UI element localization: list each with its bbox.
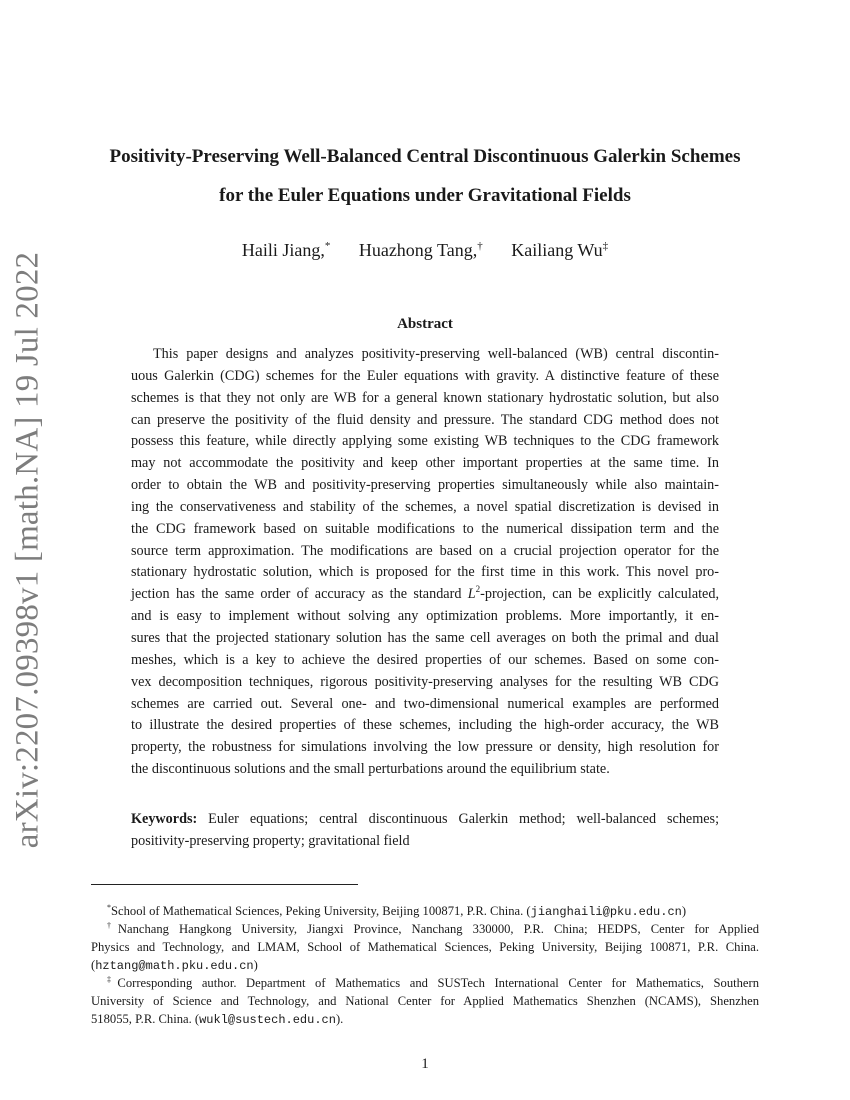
abstract-line: stationary hydrostatic solution, which is proposed for the first time in this work. This novel pro- — [131, 564, 719, 581]
footnotes — [91, 902, 759, 1028]
keywords-line — [131, 809, 719, 831]
keywords-block — [131, 809, 719, 852]
footnote-text: ) — [681, 904, 687, 918]
footnote-line — [91, 1010, 759, 1028]
abstract-line: may not accommodate the positivity and keep other important properties at the same time. In — [131, 455, 719, 472]
email-link[interactable]: jianghaili@pku.edu.cn — [530, 905, 682, 919]
footnote-text: ). — [335, 1012, 344, 1026]
math-symbol: L — [467, 586, 476, 603]
author-footnote-mark: ‡ — [602, 240, 609, 252]
footnote-text: Corresponding author. Department of Mathematics and SUSTech International Center for Mathematics, Southern — [117, 976, 759, 990]
abstract-line: the CDG framework based on suitable modifications to the numerical dissipation term and the — [131, 520, 719, 537]
abstract-line: and is easy to implement without solving any optimization problems. More importantly, it en- — [131, 608, 719, 625]
abstract-line: can preserve the positivity of the fluid density and pressure. The standard CDG method does not — [131, 411, 719, 428]
abstract-text: jection has the same order of accuracy as the standard — [131, 586, 468, 603]
email-link[interactable]: wukl@sustech.edu.cn — [199, 1013, 336, 1027]
keywords-text: Euler equations; central discontinuous Galerkin method; well-balanced schemes; — [208, 811, 720, 827]
abstract-line: property, the robustness for simulations involving the low pressure or density, high resolution for — [131, 739, 719, 756]
abstract-line: vex decomposition techniques, rigorous positivity-preserving analyses for the resulting WB CDG — [131, 673, 719, 690]
abstract-line: order to obtain the WB and positivity-preserving properties simultaneously while also maintain- — [131, 477, 719, 494]
footnote-line — [91, 902, 759, 920]
footnote-text: ( — [91, 958, 96, 972]
abstract-line: source term approximation. The modifications are based on a crucial projection operator for the — [131, 542, 719, 559]
abstract-line: This paper designs and analyzes positivity-preserving well-balanced (WB) central discontin- — [153, 346, 719, 362]
abstract-line: to illustrate the desired properties of these schemes, including the high-order accuracy, the WB — [131, 717, 719, 734]
page-number: 1 — [421, 1056, 429, 1072]
footnote-text: ) — [253, 958, 258, 972]
arxiv-identifier-text: arXiv:2207.09398v1 [math.NA] 19 Jul 2022 — [9, 251, 46, 849]
abstract-body — [131, 344, 719, 781]
abstract-heading: Abstract — [397, 316, 453, 332]
abstract-line: meshes, which is a key to achieve the desired properties of our schemes. Based on some con- — [131, 651, 719, 668]
abstract-line-with-math — [131, 584, 719, 606]
paper-title-line-2: for the Euler Equations under Gravitational Fields — [219, 185, 631, 206]
footnote-mark: * — [107, 903, 111, 912]
math-superscript: 2 — [475, 584, 481, 595]
paper-title-line-1: Positivity-Preserving Well-Balanced Central Discontinuous Galerkin Schemes — [109, 146, 741, 167]
abstract-line: schemes is that they not only are WB for a general known stationary hydrostatic solution, but also — [131, 389, 719, 406]
footnote-text: School of Mathematical Sciences, Peking University, Beijing 100871, P.R. China. ( — [111, 904, 531, 918]
email-link[interactable]: hztang@math.pku.edu.cn — [95, 959, 254, 973]
author-name: Huazhong Tang, — [358, 240, 478, 260]
author-footnote-mark: * — [324, 240, 331, 252]
footnote-line: Physics and Technology, and LMAM, School of Mathematical Sciences, Peking University, Beijing 100871, P.R. China. — [91, 940, 759, 954]
abstract-line: the discontinuous solutions and the small perturbations around the equilibrium state. — [131, 761, 610, 778]
author — [359, 240, 483, 261]
footnote-line — [91, 956, 759, 974]
author — [511, 240, 608, 261]
footnote-mark: ‡ — [107, 975, 118, 984]
abstract-line: possess this feature, while directly applying some existing WB techniques to the CDG framework — [131, 433, 719, 450]
author-name: Haili Jiang, — [241, 240, 325, 260]
author-list — [0, 240, 850, 261]
footnote-line: University of Science and Technology, and National Center for Applied Mathematics Shenzhen (NCAMS), Shenzhen — [91, 994, 759, 1008]
abstract-line: ing the conservativeness and stability of the schemes, a novel spatial discretization is devised in — [131, 498, 719, 515]
footnote-line — [91, 974, 759, 992]
abstract-line: uous Galerkin (CDG) schemes for the Euler equations with gravity. A distinctive feature of these — [131, 367, 719, 384]
keywords-label: Keywords: — [131, 811, 198, 827]
footnote-mark: † — [107, 921, 118, 930]
footnote-rule — [91, 884, 358, 885]
footnote-line — [91, 920, 759, 938]
keywords-line: positivity-preserving property; gravitational field — [131, 832, 410, 849]
abstract-text: -projection, can be explicitly calculated, — [480, 586, 719, 603]
author-name: Kailiang Wu — [511, 240, 603, 260]
footnote-text: Nanchang Hangkong University, Jiangxi Province, Nanchang 330000, P.R. China; HEDPS, Center for Applied — [117, 922, 759, 936]
author — [242, 240, 331, 261]
author-footnote-mark: † — [477, 240, 483, 252]
footnote-text: 518055, P.R. China. ( — [91, 1012, 200, 1026]
abstract-line: sures that the projected stationary solution has the same cell averages on both the primal and dual — [131, 629, 719, 646]
abstract-line: schemes are carried out. Several one- and two-dimensional numerical examples are performed — [131, 695, 719, 712]
